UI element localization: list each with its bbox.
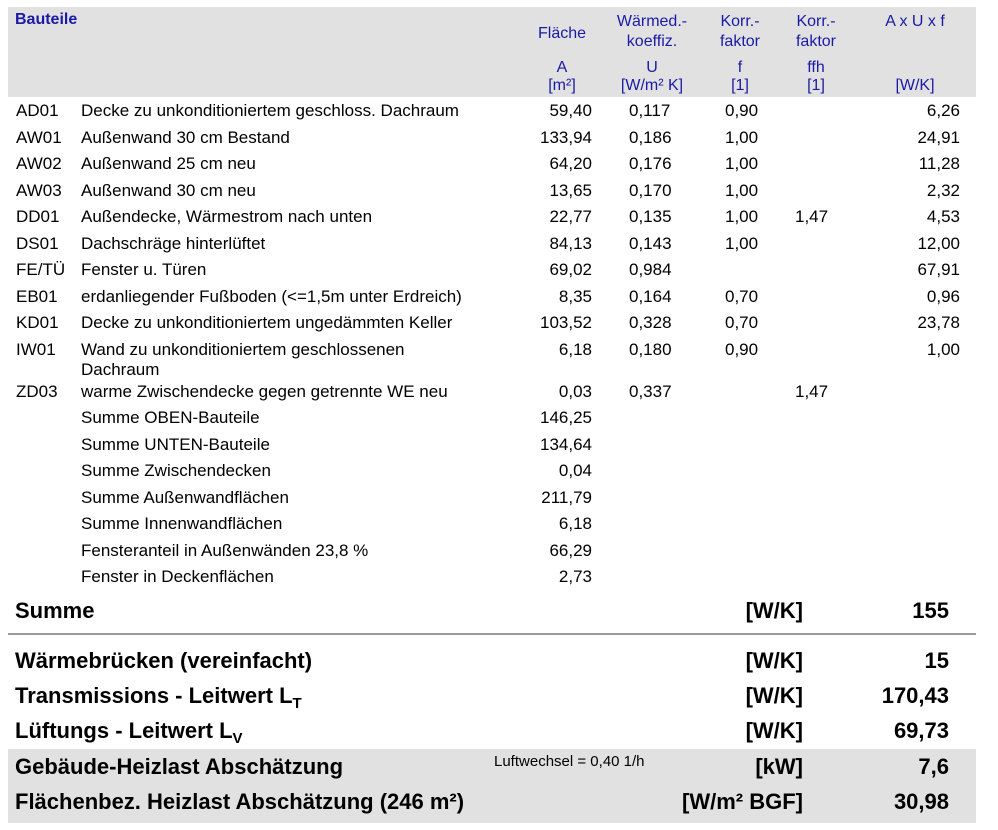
sum-label: Summe Außenwandflächen bbox=[81, 487, 289, 507]
row-code: ZD03 bbox=[16, 382, 58, 401]
row-f-factor: 1,00 bbox=[725, 128, 759, 147]
row-area: 69,02 bbox=[549, 260, 592, 279]
summe-value: 155 bbox=[912, 598, 949, 623]
row-f-factor: 0,90 bbox=[725, 101, 759, 120]
flaechen-heizlast-value: 30,98 bbox=[893, 789, 949, 814]
row-aux-value: 11,28 bbox=[918, 154, 960, 173]
row-u-value: 0,337 bbox=[629, 382, 672, 401]
row-name: Dachschräge hinterlüftet bbox=[81, 234, 266, 253]
header-flaeche-unit: [m²] bbox=[548, 77, 576, 94]
row-u-value: 0,117 bbox=[629, 101, 671, 120]
row-aux-value: 24,91 bbox=[917, 128, 960, 147]
header-korr2-sym: ffh bbox=[807, 59, 825, 76]
lv-unit: [W/K] bbox=[745, 718, 803, 743]
row-name: erdanliegender Fußboden (<=1,5m unter Erdreich) bbox=[81, 287, 462, 306]
header-auf: A x U x f bbox=[885, 13, 945, 30]
row-f-factor: 1,00 bbox=[725, 181, 759, 200]
row-f-factor: 1,00 bbox=[725, 207, 759, 226]
sum-value: 0,04 bbox=[558, 461, 592, 480]
lt-value: 170,43 bbox=[881, 683, 949, 708]
flaechen-heizlast-label: Flächenbez. Heizlast Abschätzung (246 m²) bbox=[15, 789, 465, 814]
sum-label: Fensteranteil in Außenwänden 23,8 % bbox=[81, 540, 369, 560]
row-name: warme Zwischendecke gegen getrennte WE neu bbox=[81, 382, 448, 401]
row-u-value: 0,984 bbox=[629, 260, 672, 279]
row-name: Außenwand 25 cm neu bbox=[81, 154, 256, 173]
header-auf-unit: [W/K] bbox=[895, 77, 935, 94]
row-name: Außenwand 30 cm neu bbox=[81, 181, 256, 200]
header-korr1: Korr.- bbox=[720, 13, 760, 30]
row-name-cont: Dachraum bbox=[81, 360, 160, 379]
row-area: 64,20 bbox=[549, 154, 592, 173]
row-area: 0,03 bbox=[558, 382, 592, 401]
row-u-value: 0,143 bbox=[629, 234, 672, 253]
row-area: 59,40 bbox=[549, 101, 592, 120]
row-code: IW01 bbox=[16, 340, 56, 359]
row-area: 84,13 bbox=[549, 234, 592, 253]
row-f-factor: 1,00 bbox=[725, 234, 759, 253]
row-aux-value: 6,26 bbox=[926, 101, 960, 120]
header-korr1-sym: f bbox=[737, 59, 743, 76]
header-flaeche-sym: A bbox=[556, 59, 568, 76]
lv-value: 69,73 bbox=[893, 718, 949, 743]
sum-label: Summe UNTEN-Bauteile bbox=[81, 434, 270, 454]
row-area: 133,94 bbox=[540, 128, 592, 147]
row-u-value: 0,135 bbox=[629, 207, 672, 226]
row-code: AW03 bbox=[16, 181, 62, 200]
sum-value: 146,25 bbox=[540, 408, 592, 427]
row-ffh-factor: 1,47 bbox=[795, 207, 829, 226]
sum-value: 134,64 bbox=[540, 434, 592, 454]
row-code: KD01 bbox=[16, 313, 59, 332]
row-code: DD01 bbox=[16, 207, 60, 226]
wb-unit: [W/K] bbox=[745, 648, 803, 673]
divider bbox=[8, 633, 976, 635]
row-u-value: 0,176 bbox=[629, 154, 672, 173]
row-name: Außenwand 30 cm Bestand bbox=[81, 128, 290, 147]
row-f-factor: 0,70 bbox=[725, 313, 759, 332]
lt-unit: [W/K] bbox=[745, 683, 803, 708]
row-f-factor: 1,00 bbox=[725, 154, 759, 173]
lt-label: Transmissions - Leitwert $L_T$ bbox=[15, 683, 302, 712]
header-title: Bauteile bbox=[15, 11, 78, 28]
header-waerme-l2: koeffiz. bbox=[626, 33, 678, 50]
row-u-value: 0,170 bbox=[629, 181, 672, 200]
row-f-factor: 0,70 bbox=[725, 287, 759, 306]
row-name: Wand zu unkonditioniertem geschlossenen bbox=[81, 340, 405, 359]
row-aux-value: 1,00 bbox=[926, 340, 960, 359]
row-code: AW02 bbox=[16, 154, 62, 173]
row-area: 6,18 bbox=[558, 340, 592, 359]
heizlast-label: Gebäude-Heizlast Abschätzung bbox=[15, 754, 344, 779]
header-korr1-unit: [1] bbox=[731, 77, 749, 94]
sum-label: Fenster in Deckenflächen bbox=[81, 567, 274, 586]
heizlast-value: 7,6 bbox=[918, 754, 949, 779]
summe-label: Summe bbox=[15, 598, 95, 623]
luftwechsel-note: Luftwechsel = 0,40 1/h bbox=[494, 753, 645, 770]
sum-value: 66,29 bbox=[549, 540, 592, 560]
header-flaeche: Fläche bbox=[537, 25, 587, 42]
row-area: 8,35 bbox=[558, 287, 592, 306]
row-aux-value: 4,53 bbox=[926, 207, 960, 226]
header-korr2-unit: [1] bbox=[807, 77, 825, 94]
sum-value: 211,79 bbox=[541, 487, 592, 507]
row-code: FE/TÜ bbox=[16, 260, 66, 279]
row-code: AW01 bbox=[16, 128, 62, 147]
header-waerme-unit: [W/m² K] bbox=[620, 77, 684, 94]
row-aux-value: 23,78 bbox=[917, 313, 960, 332]
header-waerme: Wärmed.- bbox=[616, 13, 688, 30]
row-area: 13,65 bbox=[549, 181, 592, 200]
header-korr2: Korr.- bbox=[796, 13, 836, 30]
header-waerme-sym: U bbox=[646, 59, 658, 76]
row-u-value: 0,186 bbox=[629, 128, 672, 147]
row-name: Decke zu unkonditioniertem ungedämmten Keller bbox=[81, 313, 453, 332]
header-korr1-l2: faktor bbox=[719, 33, 760, 50]
row-aux-value: 67,91 bbox=[917, 260, 960, 279]
row-u-value: 0,164 bbox=[629, 287, 672, 306]
row-aux-value: 2,32 bbox=[926, 181, 960, 200]
row-name: Fenster u. Türen bbox=[81, 260, 207, 279]
sum-label: Summe Innenwandflächen bbox=[81, 514, 283, 533]
row-area: 103,52 bbox=[540, 313, 592, 332]
flaechen-heizlast-unit: [W/m² BGF] bbox=[682, 789, 803, 814]
row-name: Außendecke, Wärmestrom nach unten bbox=[81, 207, 373, 226]
row-aux-value: 12,00 bbox=[917, 234, 960, 253]
row-aux-value: 0,96 bbox=[926, 287, 960, 306]
header-korr2-l2: faktor bbox=[795, 33, 836, 50]
heizlast-unit: [kW] bbox=[755, 754, 803, 779]
lv-label: Lüftungs - Leitwert $L_V$ bbox=[15, 718, 243, 747]
row-u-value: 0,328 bbox=[629, 313, 672, 332]
row-code: AD01 bbox=[16, 101, 59, 120]
row-name: Decke zu unkonditioniertem geschloss. Dachraum bbox=[81, 101, 459, 120]
row-area: 22,77 bbox=[549, 207, 592, 226]
sum-value: 6,18 bbox=[558, 514, 592, 533]
row-code: EB01 bbox=[16, 287, 58, 306]
summe-unit: [W/K] bbox=[745, 598, 803, 623]
row-u-value: 0,180 bbox=[629, 340, 672, 359]
wb-value: 15 bbox=[924, 648, 949, 673]
row-f-factor: 0,90 bbox=[725, 340, 759, 359]
sum-label: Summe OBEN-Bauteile bbox=[81, 408, 260, 427]
sum-value: 2,73 bbox=[558, 567, 592, 586]
row-ffh-factor: 1,47 bbox=[795, 382, 829, 401]
wb-label: Wärmebrücken (vereinfacht) bbox=[15, 648, 313, 673]
row-code: DS01 bbox=[16, 234, 59, 253]
sum-label: Summe Zwischendecken bbox=[81, 461, 271, 480]
